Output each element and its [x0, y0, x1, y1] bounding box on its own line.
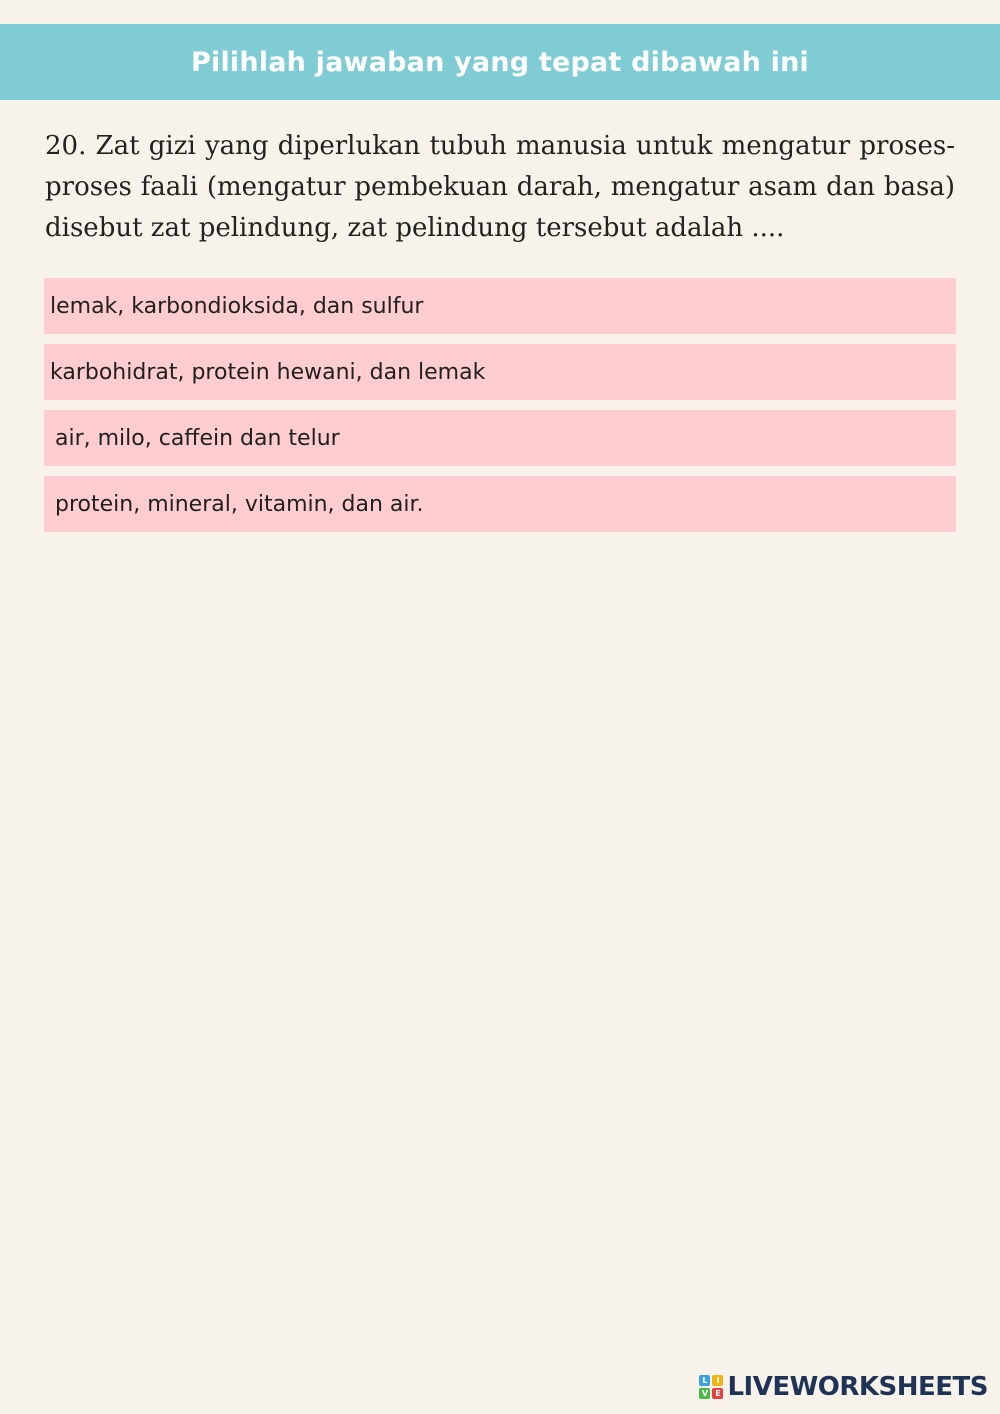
logo-text: LIVEWORKSHEETS: [727, 1372, 988, 1402]
answer-option-4[interactable]: [44, 476, 956, 532]
logo-cell-e: E: [712, 1388, 723, 1399]
header-bar: [0, 24, 1000, 100]
logo-cell-v: V: [699, 1388, 710, 1399]
answer-option-3[interactable]: [44, 410, 956, 466]
liveworksheets-logo-icon: [699, 1375, 723, 1399]
question-text: 20. Zat gizi yang diperlukan tubuh manusia untuk mengatur proses-proses faali (mengatur pembekuan darah, mengatur asam dan basa) disebut zat pelindung, zat pelindung tersebut adalah ....: [45, 131, 955, 243]
logo-cell-i: I: [712, 1375, 723, 1386]
page-title: Pilihlah jawaban yang tepat dibawah ini: [191, 46, 809, 78]
logo-cell-l: L: [699, 1375, 710, 1386]
answer-option-label: protein, mineral, vitamin, dan air.: [55, 491, 424, 517]
answer-option-label: karbohidrat, protein hewani, dan lemak: [50, 359, 486, 385]
answer-option-label: lemak, karbondioksida, dan sulfur: [50, 293, 424, 319]
answer-option-label: air, milo, caffein dan telur: [55, 425, 340, 451]
answer-option-1[interactable]: [44, 278, 956, 334]
answer-option-2[interactable]: [44, 344, 956, 400]
answer-options: [44, 278, 956, 542]
liveworksheets-logo: [699, 1372, 988, 1402]
